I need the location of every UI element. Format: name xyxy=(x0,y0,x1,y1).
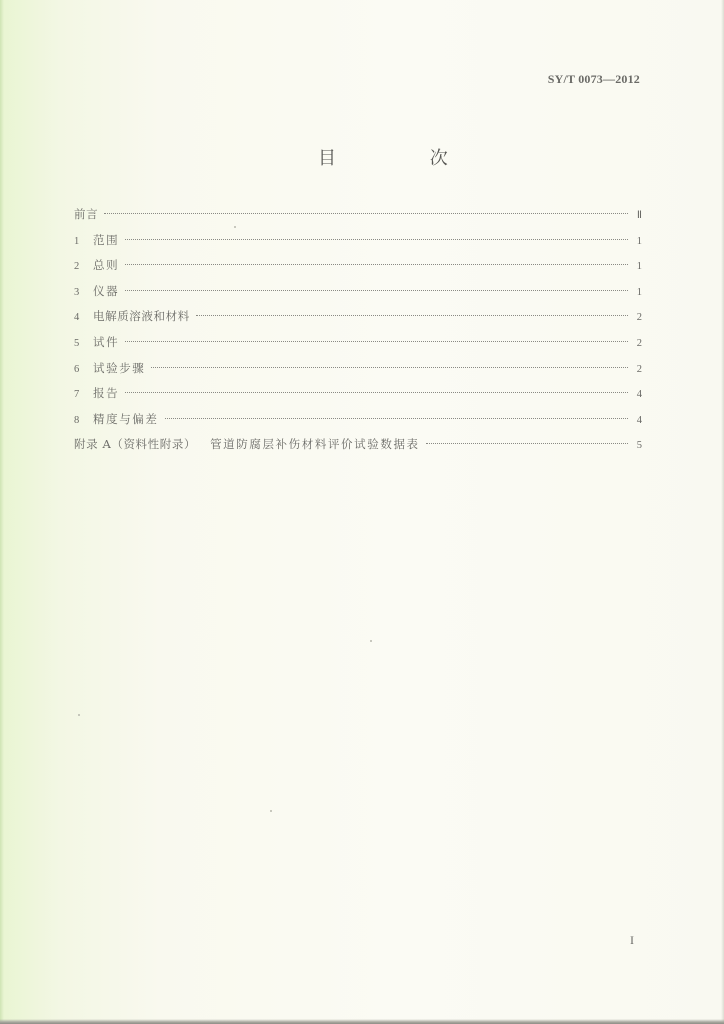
toc-entry-page: 5 xyxy=(636,440,642,452)
dot-leader xyxy=(125,290,628,291)
table-of-contents xyxy=(74,205,642,461)
toc-entry-page: 4 xyxy=(636,414,642,426)
page-number: I xyxy=(630,933,634,947)
toc-entry-number: 5 xyxy=(74,337,80,349)
dot-leader xyxy=(196,315,628,316)
standard-code: SY/T 0073—2012 xyxy=(547,72,640,86)
toc-entry-number: 3 xyxy=(74,286,80,298)
toc-entry-label: 仪器 xyxy=(93,283,120,298)
toc-entry-label: 精度与偏差 xyxy=(93,411,159,426)
toc-entry-label: 试件 xyxy=(93,334,120,349)
dot-leader xyxy=(165,418,629,419)
toc-entry-number: 4 xyxy=(74,312,80,324)
dot-leader xyxy=(125,264,628,265)
page-edge-bottom xyxy=(0,1019,724,1024)
paper-speck xyxy=(270,810,272,812)
toc-entry-label: 电解质溶液和材料 xyxy=(93,309,190,324)
toc-entry-number: 1 xyxy=(74,235,80,247)
toc-entry-page: 2 xyxy=(636,337,642,349)
toc-entry-label: 报告 xyxy=(93,386,120,401)
toc-entry-label: 前言 xyxy=(74,207,99,221)
toc-entry-number: 2 xyxy=(74,261,80,273)
toc-entry-number: 7 xyxy=(74,389,80,401)
toc-entry-label: 范围 xyxy=(93,232,120,247)
toc-entry-number: 8 xyxy=(74,414,80,426)
paper-speck xyxy=(78,714,80,716)
toc-entry-precision[interactable] xyxy=(74,410,642,436)
toc-entry-page: 1 xyxy=(636,235,642,247)
toc-entry-number: 6 xyxy=(74,363,80,375)
toc-entry-page: 1 xyxy=(636,261,642,273)
toc-entry-foreword[interactable] xyxy=(74,205,642,231)
dot-leader xyxy=(426,443,628,444)
toc-entry-label: 总则 xyxy=(93,258,120,273)
toc-entry-apparatus[interactable] xyxy=(74,282,642,308)
toc-entry-procedure[interactable] xyxy=(74,359,642,385)
appendix-title: 管道防腐层补伤材料评价试验数据表 xyxy=(210,437,420,452)
toc-entry-page: 2 xyxy=(636,363,642,375)
paper-speck xyxy=(370,640,372,642)
toc-entry-label: 试验步骤 xyxy=(93,360,146,375)
toc-entry-page: 1 xyxy=(636,286,642,298)
dot-leader xyxy=(125,392,628,393)
toc-entry-report[interactable] xyxy=(74,384,642,410)
appendix-prefix: 附录 A（资料性附录） xyxy=(74,437,197,452)
toc-entry-page: 4 xyxy=(636,389,642,401)
dot-leader xyxy=(125,239,628,240)
toc-entry-page: 2 xyxy=(636,312,642,324)
toc-entry-specimen[interactable] xyxy=(74,333,642,359)
dot-leader xyxy=(125,341,628,342)
page-edge-left xyxy=(0,0,4,1024)
toc-entry-page: Ⅱ xyxy=(636,210,642,221)
toc-entry-scope[interactable] xyxy=(74,231,642,257)
dot-leader xyxy=(151,367,628,368)
toc-title: 目 次 xyxy=(318,148,492,169)
toc-entry-electrolyte[interactable] xyxy=(74,307,642,333)
toc-entry-general[interactable] xyxy=(74,256,642,282)
toc-entry-appendix-a[interactable] xyxy=(74,435,642,461)
dot-leader xyxy=(104,213,628,214)
paper-speck xyxy=(234,226,236,228)
